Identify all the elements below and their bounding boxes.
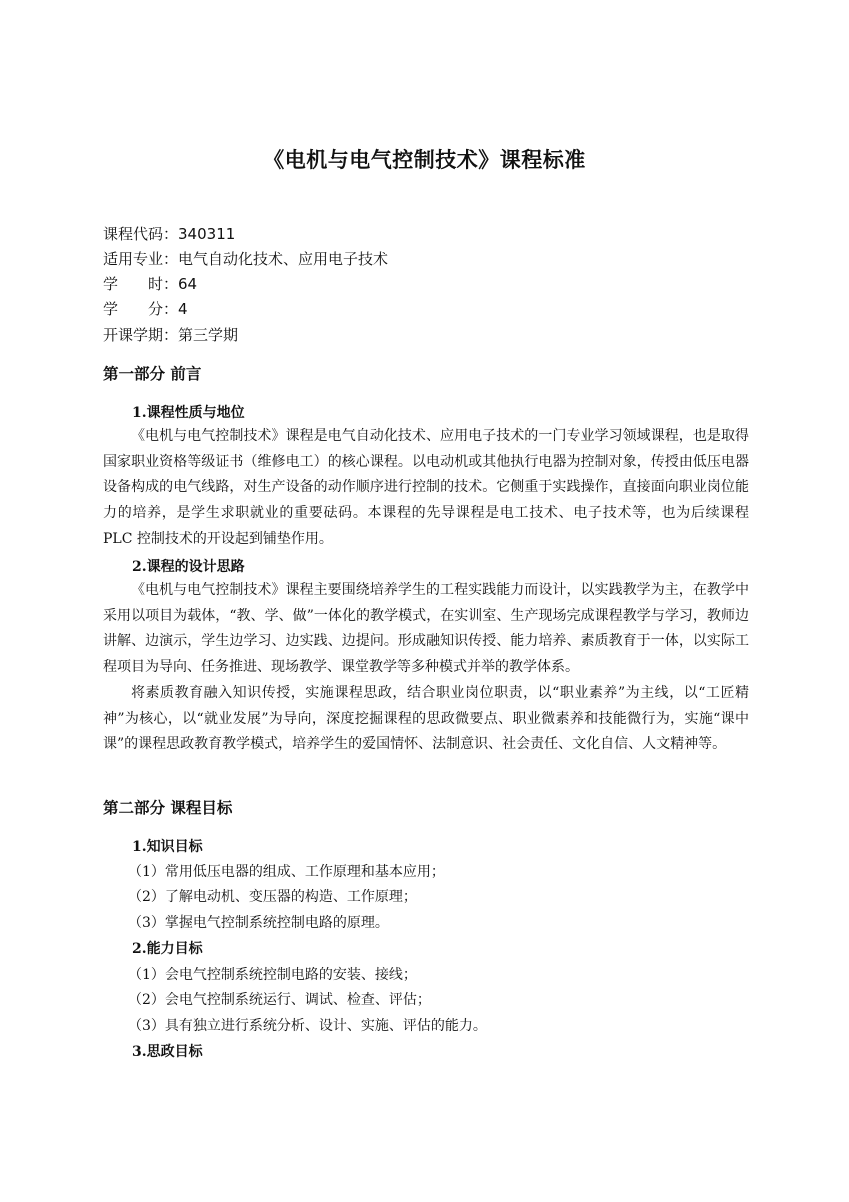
- section-nature-body: 《电机与电气控制技术》课程是电气自动化技术、应用电子技术的一门专业学习领域课程，也是取得国家职业资格等级证书（维修电工）的核心课程。以电动机或其他执行电器为控制对象，传授由低压电器设备构成的电气线路，对生产设备的动作顺序进行控制的技术。它侧重于实践操作，直接面向职业岗位能力的培养，是学生求职就业的重要砝码。本课程的先导课程是电工技术、电子技术等，也为后续课程 PLC 控制技术的开设起到铺垫作用。: [103, 428, 749, 547]
- credit-value: 4: [178, 300, 188, 318]
- part1-heading: 第一部分 前言: [103, 365, 202, 383]
- part2-heading: 第二部分 课程目标: [103, 799, 233, 817]
- section-nature-title: 1.课程性质与地位: [132, 405, 245, 421]
- section-design-title: 2.课程的设计思路: [132, 559, 245, 575]
- credit-label: 学 分：: [103, 300, 179, 318]
- hours-value: 64: [178, 275, 198, 293]
- course-code-label: 课程代码：: [103, 225, 179, 243]
- hours-label: 学 时：: [103, 275, 179, 293]
- credit-row: [103, 297, 188, 321]
- major-value: 电气自动化技术、应用电子技术: [178, 250, 389, 268]
- knowledge-goal-item: （1）常用低压电器的组成、工作原理和基本应用；: [128, 864, 445, 880]
- ability-goal-item: （1）会电气控制系统控制电路的安装、接线；: [128, 967, 417, 983]
- term-label: 开课学期：: [103, 326, 179, 344]
- term-row: [103, 323, 238, 347]
- ideology-goal-title: 3.思政目标: [132, 1044, 203, 1060]
- section-design-body-2: 将素质教育融入知识传授，实施课程思政，结合职业岗位职责，以“职业素养”为主线，以“工匠精神”为核心，以“就业发展”为导向，深度挖掘课程的思政微要点、职业微素养和技能微行为，实施“课中课”的课程思政教育教学模式，培养学生的爱国情怀、法制意识、社会责任、文化自信、人文精神等。: [103, 685, 749, 753]
- knowledge-goal-item: （2）了解电动机、变压器的构造、工作原理；: [128, 889, 417, 905]
- ability-goal-title: 2.能力目标: [132, 941, 203, 957]
- ability-goal-item: （3）具有独立进行系统分析、设计、实施、评估的能力。: [128, 1018, 487, 1034]
- major-row: [103, 247, 388, 271]
- document-title: 《电机与电气控制技术》课程标准: [263, 148, 586, 172]
- section-design-body-1: 《电机与电气控制技术》课程主要围绕培养学生的工程实践能力而设计，以实践教学为主，在教学中采用以项目为载体，“教、学、做”一体化的教学模式，在实训室、生产现场完成课程教学与学习，教师边讲解、边演示，学生边学习、边实践、边提问。形成融知识传授、能力培养、素质教育于一体，以实际工程项目为导向、任务推进、现场教学、课堂教学等多种模式并举的教学体系。: [103, 582, 749, 676]
- course-code-value: 340311: [178, 225, 236, 243]
- knowledge-goal-title: 1.知识目标: [132, 839, 203, 855]
- hours-row: [103, 272, 197, 296]
- term-value: 第三学期: [178, 326, 239, 344]
- ability-goal-item: （2）会电气控制系统运行、调试、检查、评估；: [128, 992, 431, 1008]
- knowledge-goal-item: （3）掌握电气控制系统控制电路的原理。: [128, 915, 389, 931]
- major-label: 适用专业：: [103, 250, 179, 268]
- course-code-row: [103, 222, 235, 246]
